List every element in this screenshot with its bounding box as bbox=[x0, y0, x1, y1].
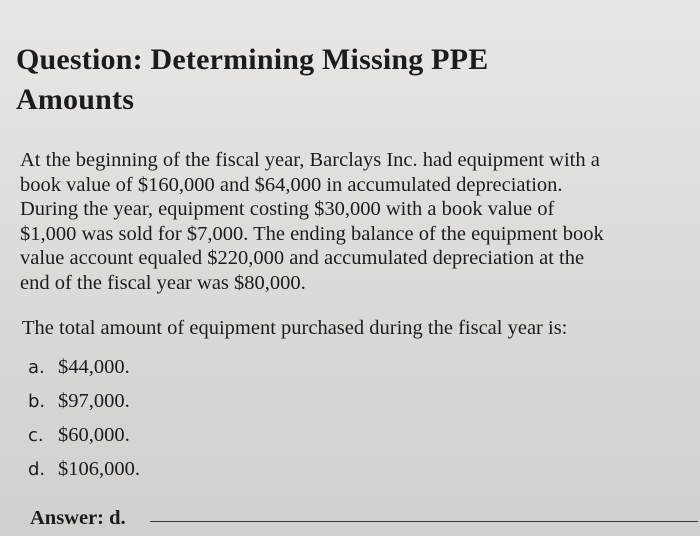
option-value: $106,000. bbox=[58, 458, 140, 480]
body-line: end of the fiscal year was $80,000. bbox=[20, 271, 306, 294]
body-line: book value of $160,000 and $64,000 in accumulated depreciation. bbox=[20, 173, 563, 196]
option-letter: b. bbox=[28, 391, 46, 412]
answer-rule-divider bbox=[150, 521, 698, 522]
option-value: $44,000. bbox=[58, 356, 130, 378]
option-letter: c. bbox=[28, 425, 44, 446]
option-d bbox=[28, 456, 140, 490]
option-a bbox=[28, 354, 140, 388]
body-line: During the year, equipment costing $30,000 with a book value of bbox=[20, 198, 555, 220]
body-line: value account equaled $220,000 and accumulated depreciation at the bbox=[20, 247, 585, 269]
question-prompt: The total amount of equipment purchased during the fiscal year is: bbox=[22, 317, 568, 339]
option-c bbox=[28, 422, 140, 456]
question-body bbox=[20, 148, 692, 295]
question-title bbox=[16, 40, 488, 120]
body-line: At the beginning of the fiscal year, Barclays Inc. had equipment with a bbox=[20, 149, 600, 171]
option-letter: d. bbox=[28, 459, 46, 480]
answer-options bbox=[28, 354, 140, 490]
option-value: $60,000. bbox=[58, 424, 130, 446]
title-line-2: Amounts bbox=[16, 83, 135, 116]
title-line-1: Question: Determining Missing PPE bbox=[16, 43, 489, 76]
answer-label: Answer: d. bbox=[30, 507, 126, 529]
option-value: $97,000. bbox=[58, 390, 130, 412]
option-b bbox=[28, 388, 140, 422]
option-letter: a. bbox=[28, 357, 45, 378]
body-line: $1,000 was sold for $7,000. The ending balance of the equipment book bbox=[20, 222, 604, 245]
